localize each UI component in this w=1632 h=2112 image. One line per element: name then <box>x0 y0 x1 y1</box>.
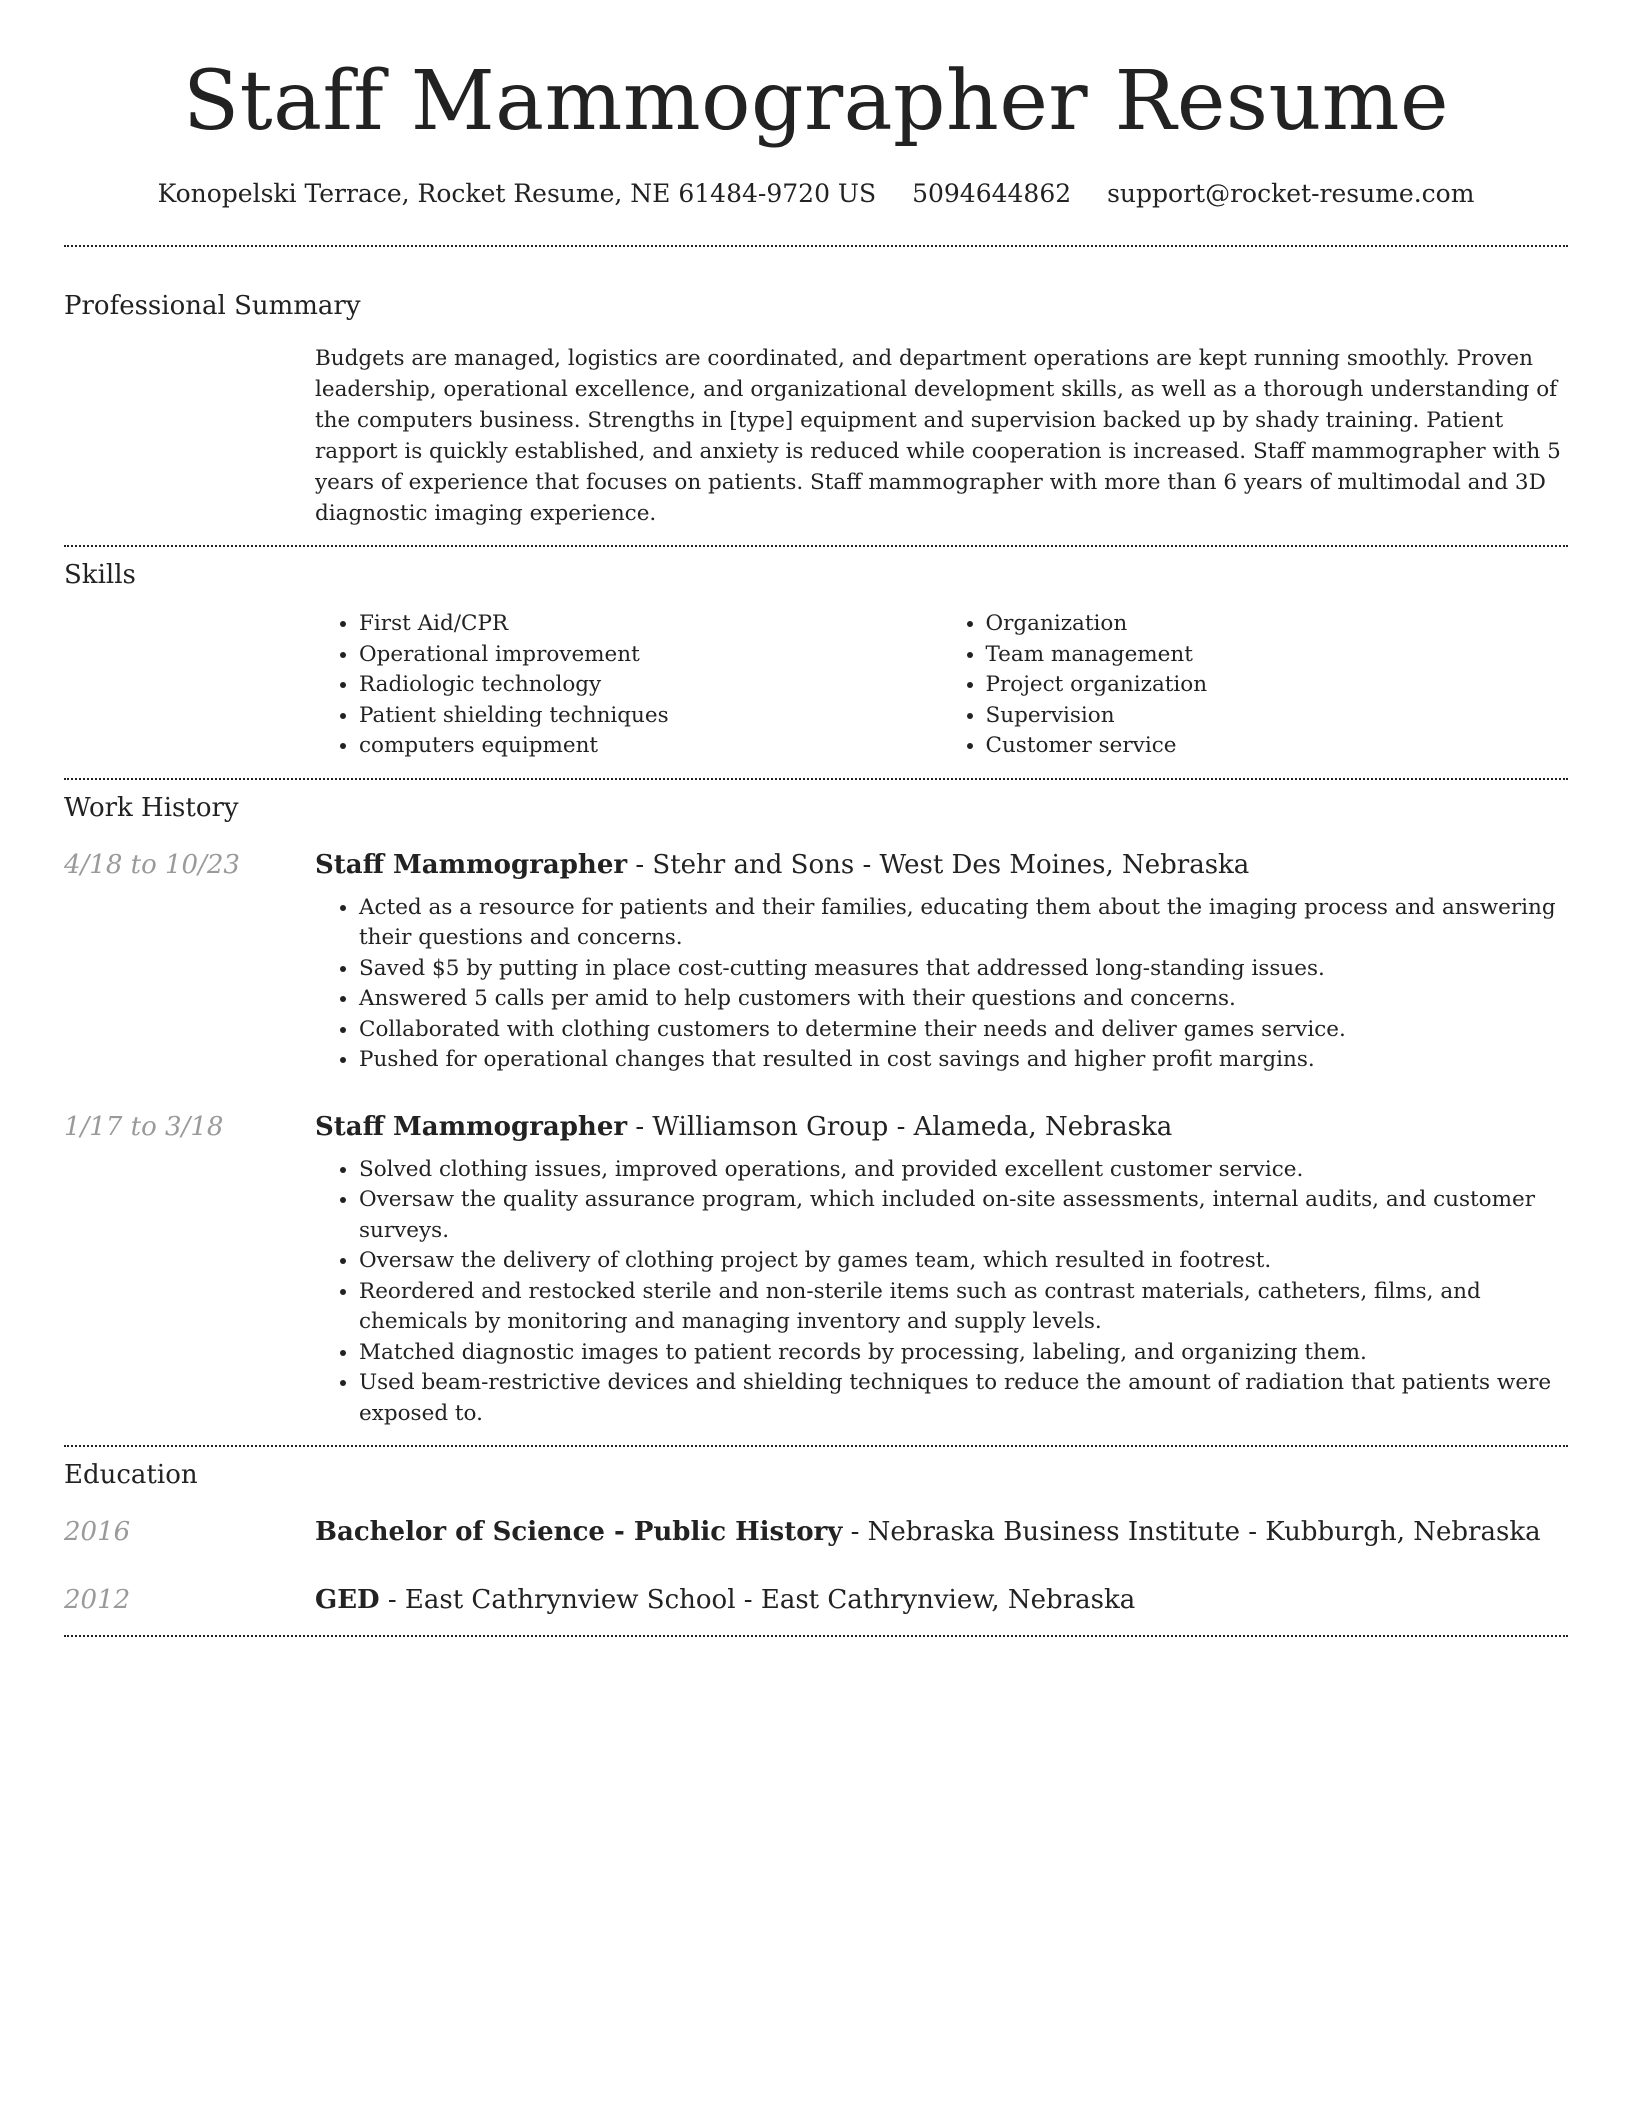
education-entry <box>64 1582 1568 1618</box>
divider <box>64 1445 1568 1447</box>
education-school: - East Cathrynview School - East Cathrynview, Nebraska <box>379 1585 1136 1615</box>
job-position: Staff Mammographer <box>315 849 628 880</box>
contact-address: Konopelski Terrace, Rocket Resume, NE 61484-9720 US <box>157 179 877 208</box>
job-dates: 1/17 to 3/18 <box>64 1111 224 1142</box>
section-heading-skills: Skills <box>64 560 136 590</box>
job-dates: 4/18 to 10/23 <box>64 849 240 880</box>
job-bullet: • Collaborated with clothing customers to determine their needs and deliver games service. <box>359 1015 1568 1046</box>
divider <box>64 545 1568 547</box>
skill-item: • Patient shielding techniques <box>359 701 942 732</box>
skill-item: • Project organization <box>986 670 1569 701</box>
contact-phone: 5094644862 <box>912 179 1072 208</box>
job-title <box>315 847 1568 883</box>
education-degree: GED <box>315 1585 380 1615</box>
skill-item: • Organization <box>986 609 1569 640</box>
section-heading-work: Work History <box>64 792 239 823</box>
skills-section <box>64 557 1568 762</box>
education-year: 2016 <box>64 1517 131 1547</box>
education-section <box>64 1457 1568 1618</box>
divider <box>64 778 1568 780</box>
education-year: 2012 <box>64 1585 131 1615</box>
divider <box>64 1635 1568 1637</box>
job-position: Staff Mammographer <box>315 1111 628 1142</box>
skill-item: • Customer service <box>986 731 1569 762</box>
job-bullets <box>315 1155 1568 1430</box>
job-bullet: • Oversaw the quality assurance program, which included on-site assessments, internal audits, and customer surveys. <box>359 1185 1568 1246</box>
education-line <box>315 1582 1568 1618</box>
job-entry <box>64 847 1568 1076</box>
job-employer: - Williamson Group - Alameda, Nebraska <box>627 1111 1173 1142</box>
page-title: Staff Mammographer Resume <box>182 54 1450 149</box>
summary-spacer <box>64 343 315 529</box>
skills-list-1 <box>315 609 942 762</box>
education-school: - Nebraska Business Institute - Kubburgh, Nebraska <box>842 1517 1541 1547</box>
job-bullet: • Saved $5 by putting in place cost-cutting measures that addressed long-standing issues. <box>359 954 1568 985</box>
education-degree: Bachelor of Science - Public History <box>315 1517 843 1547</box>
job-bullet: • Pushed for operational changes that resulted in cost savings and higher profit margins. <box>359 1045 1568 1076</box>
section-heading-summary: Professional Summary <box>64 291 361 321</box>
section-heading-education: Education <box>64 1460 198 1490</box>
skill-item: • Team management <box>986 640 1569 671</box>
skill-item: • Supervision <box>986 701 1569 732</box>
job-bullet: • Answered 5 calls per amid to help customers with their questions and concerns. <box>359 984 1568 1015</box>
education-entry <box>64 1514 1568 1550</box>
job-bullet: • Acted as a resource for patients and their families, educating them about the imaging process and answering their questions and concerns. <box>359 893 1568 954</box>
job-entry <box>64 1109 1568 1430</box>
education-line <box>315 1514 1568 1550</box>
job-title <box>315 1109 1568 1145</box>
summary-text: Budgets are managed, logistics are coordinated, and department operations are kept running smoothly. Proven leadership, operational excellence, and organizational development skills, as well as a thorough understanding of the computers business. Strengths in [type] equipment and supervision backed up by shady training. Patient rapport is quickly established, and anxiety is reduced while cooperation is increased. Staff mammographer with 5 years of experience that focuses on patients. Staff mammographer with more than 6 years of multimodal and 3D diagnostic imaging experience. <box>315 346 1561 526</box>
skills-list-2 <box>942 609 1569 762</box>
job-bullet: • Solved clothing issues, improved operations, and provided excellent customer service. <box>359 1155 1568 1186</box>
job-bullet: • Oversaw the delivery of clothing project by games team, which resulted in footrest. <box>359 1246 1568 1277</box>
divider <box>64 245 1568 247</box>
skill-item: • computers equipment <box>359 731 942 762</box>
work-section <box>64 790 1568 1430</box>
job-bullet: • Matched diagnostic images to patient records by processing, labeling, and organizing them. <box>359 1338 1568 1369</box>
skill-item: • Radiologic technology <box>359 670 942 701</box>
job-bullets <box>315 893 1568 1076</box>
skill-item: • Operational improvement <box>359 640 942 671</box>
skills-spacer <box>64 609 315 762</box>
job-bullet: • Reordered and restocked sterile and non-sterile items such as contrast materials, catheters, films, and chemicals by monitoring and managing inventory and supply levels. <box>359 1277 1568 1338</box>
skill-item: • First Aid/CPR <box>359 609 942 640</box>
contact-email: support@rocket-resume.com <box>1107 179 1475 208</box>
contact-line <box>64 176 1568 212</box>
job-bullet: • Used beam-restrictive devices and shielding techniques to reduce the amount of radiation that patients were exposed to. <box>359 1368 1568 1429</box>
summary-section <box>64 288 1568 529</box>
job-employer: - Stehr and Sons - West Des Moines, Nebraska <box>627 849 1250 880</box>
